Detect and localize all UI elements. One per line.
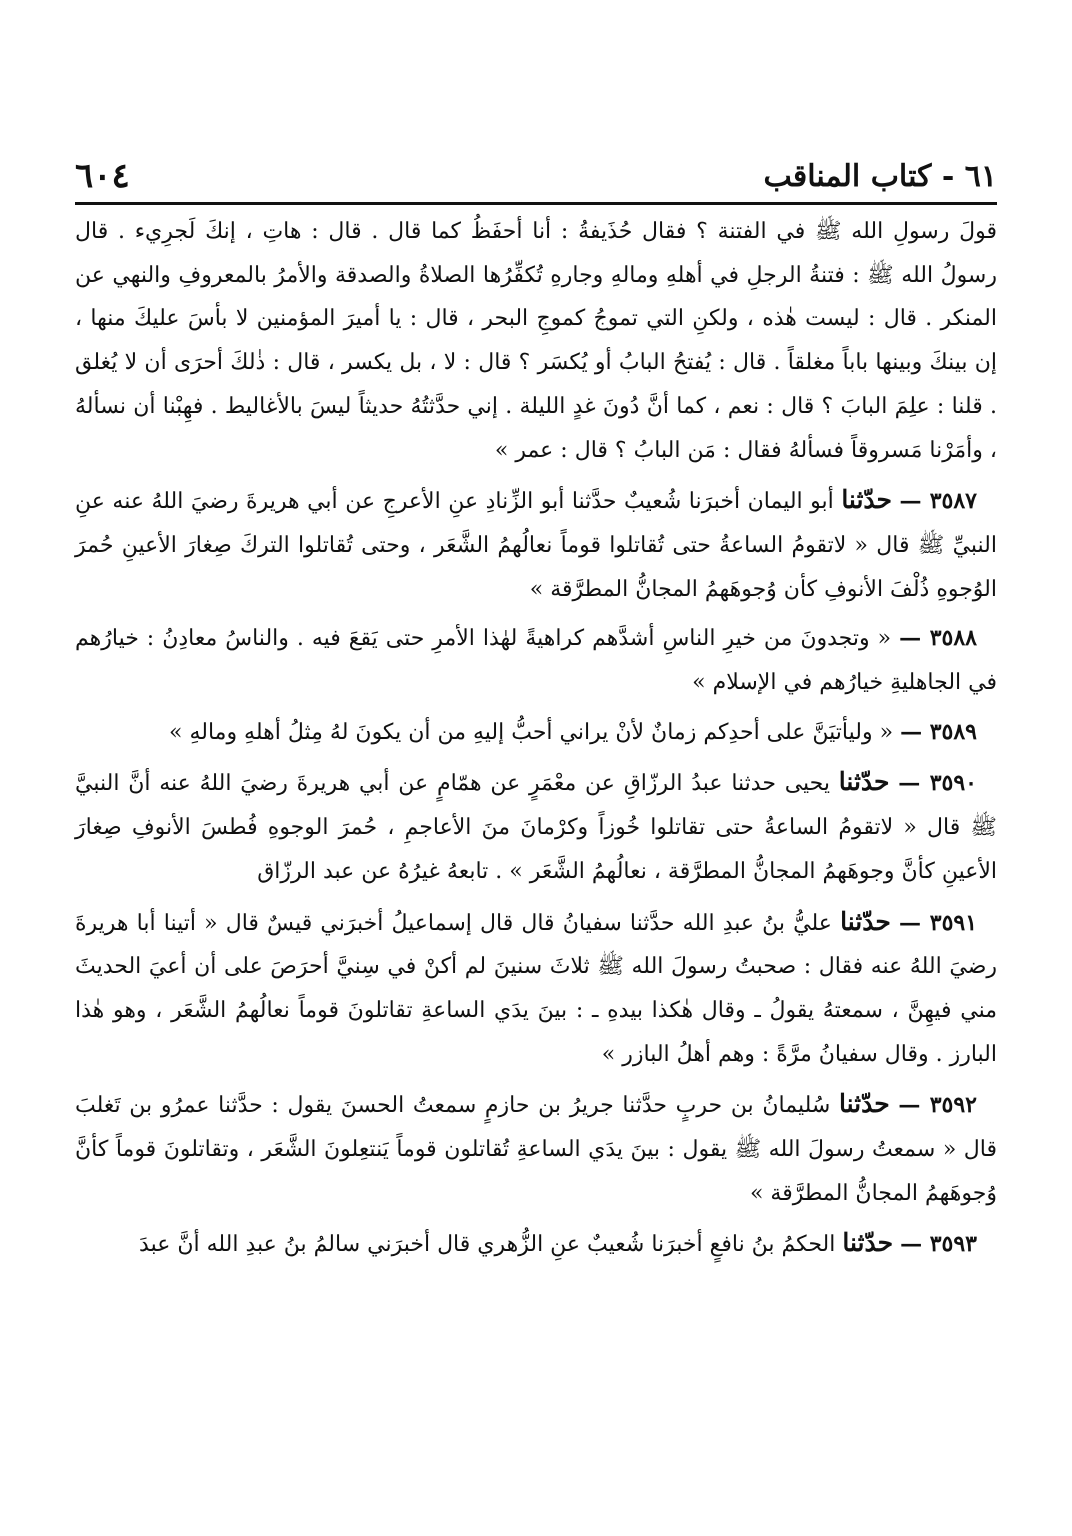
hadith-number: ٣٥٩٢ — <box>898 1092 977 1119</box>
paragraph-text: قولَ رسولِ الله ﷺ في الفتنة ؟ فقال حُذَيفةُ : أنا أحفَظُ كما قال . قال : هاتِ ، إنكَ لَجرِيء . قال رسولُ الله ﷺ : فتنةُ الرجلِ في أهلهِ ومالهِ وجارهِ تُكفِّرُها الصلاةُ والصدقة والأمرُ بالمعروفِ والنهي عن المنكر . قال : ليست هٰذه ، ولكنِ التي تموجُ كموجِ البحر ، قال : يا أميرَ المؤمنين لا بأسَ عليكَ منها ، إن بينكَ وبينها باباً مغلقاً . قال : يُفتحُ البابُ أو يُكسَر ؟ قال : لا ، بل يكسر ، قال : ذٰلكَ أحرَى أن لا يُغلق . قلنا : علِمَ البابَ ؟ قال : نعم ، كما أنَّ دُونَ غدٍ الليلة . إني حدَّثتُهُ حديثاً ليسَ بالأغاليط . فهِبْنا أن نسألهُ ، وأمَرْنا مَسروقاً فسألهُ فقال : مَن البابُ ؟ قال : عمر » <box>75 219 997 463</box>
hadith-3587 <box>75 478 997 611</box>
hadith-3590 <box>75 760 997 893</box>
hadith-number: ٣٥٨٩ — <box>900 718 977 745</box>
hadith-text: « وليأتيَنَّ على أحدِكم زمانٌ لأنْ يراني أحبُّ إليهِ من أن يكونَ لهُ مِثلُ أهلهِ ومالهِ » <box>169 719 894 745</box>
hadith-text: أبو اليمان أخبرَنا شُعيبٌ حدَّثنا أبو الزِّنادِ عنِ الأعرجِ عن أبي هريرةَ رضيَ اللهُ عنه عنِ النبيِّ ﷺ قال « لاتقومُ الساعةُ حتى تُقاتلوا قوماً نعالُهمُ الشَّعَر ، وحتى تُقاتلوا التركَ صِغارَ الأعينِ حُمرَ الوُجوهِ ذُلْفَ الأنوفِ كأن وُجوهَهمُ المجانُّ المطرَّقة » <box>75 489 997 602</box>
hadith-3591 <box>75 900 997 1077</box>
page-number: ٦٠٤ <box>75 156 130 196</box>
hadith-3593 <box>75 1221 997 1267</box>
book-title: ٦١ - كتاب المناقب <box>763 159 997 194</box>
hadith-3592 <box>75 1082 997 1215</box>
haddathana-heading: حدّثنا <box>840 906 891 936</box>
continuation-paragraph <box>75 210 997 472</box>
hadith-number: ٣٥٨٧ — <box>899 488 977 515</box>
haddathana-heading: حدّثنا <box>842 1228 894 1258</box>
page-header <box>75 150 997 205</box>
hadith-3589 <box>75 711 997 755</box>
hadith-text: « وتجدونَ من خيرِ الناسِ أشدَّهم كراهيةً لهٰذا الأمرِ حتى يَقعَ فيه . والناسُ معادِنُ : خيارُهم في الجاهليةِ خيارُهم في الإسلام » <box>75 626 997 696</box>
haddathana-heading: حدّثنا <box>841 485 893 515</box>
hadith-text: يحيى حدثنا عبدُ الرزّاقِ عن معْمَرٍ عن همّامٍ عن أبي هريرةَ رضيَ اللهُ عنه أنَّ النبيَّ ﷺ قال « لاتقومُ الساعةُ حتى تقاتلوا خُوزاً وكرْمانَ منَ الأعاجمِ ، حُمرَ الوجوهِ فُطسَ الأنوفِ صِغارَ الأعينِ كأنَّ وجوهَهمُ المجانُّ المطرَّقة ، نعالُهمُ الشَّعَر » . تابعهُ غيرُهُ عن عبد الرزّاق <box>75 771 997 884</box>
hadith-text: الحكمُ بنُ نافعٍ أخبرَنا شُعيبٌ عنِ الزُّهري قال أخبرَني سالمُ بنُ عبدِ الله أنَّ عبدَ <box>139 1232 836 1258</box>
hadith-number: ٣٥٩٣ — <box>900 1231 977 1258</box>
haddathana-heading: حدّثنا <box>838 767 890 797</box>
hadith-text: سُليمانُ بن حربٍ حدَّثنا جريرُ بن حازمٍ سمعتُ الحسنَ يقول : حدَّثنا عمرُو بن تَغلبَ قال « سمعتُ رسولَ الله ﷺ يقول : بينَ يدَي الساعةِ تُقاتلون قوماً يَنتعِلونَ الشَّعَر ، وتقاتلونَ قوماً كأنَّ وُجوهَهمُ المجانُّ المطرَّقة » <box>75 1093 997 1206</box>
haddathana-heading: حدّثنا <box>838 1089 890 1119</box>
hadith-text: عليُّ بنُ عبدِ الله حدَّثنا سفيانُ قال قال إسماعيلُ أخبرَني قيسٌ قال « أتينا أبا هريرةَ رضيَ اللهُ عنه فقال : صحبتُ رسولَ الله ﷺ ثلاثَ سنينَ لم أكنْ في سِنيَّ أحرَصَ على أن أعيَ الحديثَ مني فيهِنَّ ، سمعتهُ يقولُ ـ وقال هٰكذا بيدهِ ـ : بينَ يدَي الساعةِ تقاتلونَ قوماً نعالُهمُ الشَّعَر ، وهو هٰذا البارز . وقال سفيانُ مرَّةً : وهم أهلُ البازر » <box>75 910 997 1067</box>
hadith-number: ٣٥٨٨ — <box>899 625 977 652</box>
hadith-number: ٣٥٩١ — <box>898 909 978 936</box>
page-body <box>75 210 997 1273</box>
hadith-number: ٣٥٩٠ — <box>898 770 977 797</box>
hadith-3588 <box>75 617 997 704</box>
